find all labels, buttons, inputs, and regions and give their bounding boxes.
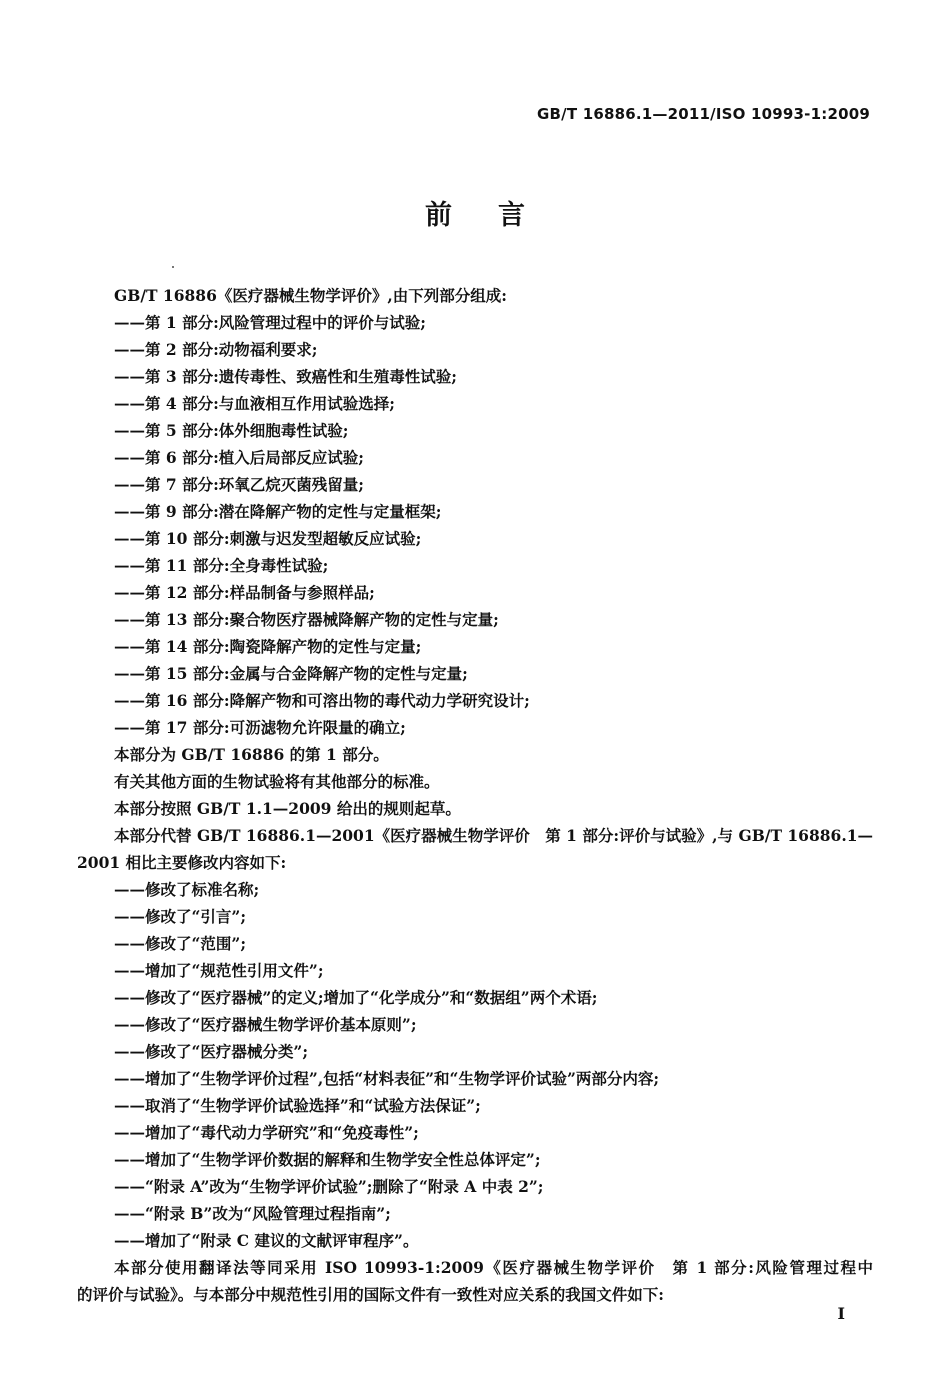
list-item: ——取消了“生物学评价试验选择”和“试验方法保证”;	[114, 1096, 481, 1115]
list-item: ——增加了“毒代动力学研究”和“免疫毒性”;	[114, 1123, 419, 1142]
list-item: ——第 4 部分:与血液相互作用试验选择;	[114, 394, 396, 413]
list-item: ——增加了“生物学评价过程”,包括“材料表征”和“生物学评价试验”两部分内容;	[114, 1069, 660, 1088]
list-item: ——第 2 部分:动物福利要求;	[114, 340, 318, 359]
list-item: ——修改了“医疗器械生物学评价基本原则”;	[114, 1015, 417, 1034]
list-item: ——第 14 部分:陶瓷降解产物的定性与定量;	[114, 637, 422, 656]
list-item: ——第 10 部分:刺激与迟发型超敏反应试验;	[114, 529, 422, 548]
list-item: ——修改了“引言”;	[114, 907, 247, 926]
list-item: ——“附录 B”改为“风险管理过程指南”;	[114, 1204, 391, 1223]
list-item: ——修改了“范围”;	[114, 934, 247, 953]
statement-paragraph: 本部分按照 GB/T 1.1—2009 给出的规则起草。	[114, 799, 461, 818]
list-item: ——第 11 部分:全身毒性试验;	[114, 556, 329, 575]
list-item: ——第 5 部分:体外细胞毒性试验;	[114, 421, 349, 440]
changes-list	[77, 876, 873, 1254]
list-item: ——第 1 部分:风险管理过程中的评价与试验;	[114, 313, 427, 332]
replacement-paragraph	[77, 822, 873, 876]
list-item: ——增加了“生物学评价数据的解释和生物学安全性总体评定”;	[114, 1150, 541, 1169]
scan-speck	[172, 266, 174, 268]
statement-paragraph: 本部分为 GB/T 16886 的第 1 部分。	[114, 745, 389, 764]
paragraph-line: 本部分代替 GB/T 16886.1—2001《医疗器械生物学评价 第 1 部分:评价与试验》,与 GB/T 16886.1—	[114, 826, 873, 845]
paragraph-line: 本部分使用翻译法等同采用 ISO 10993-1:2009《医疗器械生物学评价 第 1 部分:风险管理过程中	[114, 1258, 873, 1277]
list-item: ——增加了“附录 C 建议的文献评审程序”。	[114, 1231, 419, 1250]
page-title: 前言	[425, 200, 571, 231]
list-item: ——“附录 A”改为“生物学评价试验”;删除了“附录 A 中表 2”;	[114, 1177, 544, 1196]
page-number: I	[837, 1304, 845, 1323]
list-item: ——修改了“医疗器械分类”;	[114, 1042, 309, 1061]
list-item: ——修改了“医疗器械”的定义;增加了“化学成分”和“数据组”两个术语;	[114, 988, 598, 1007]
paragraph-line: 2001 相比主要修改内容如下:	[77, 853, 287, 872]
list-item: ——第 12 部分:样品制备与参照样品;	[114, 583, 375, 602]
list-item: ——第 3 部分:遗传毒性、致癌性和生殖毒性试验;	[114, 367, 458, 386]
list-item: ——第 15 部分:金属与合金降解产物的定性与定量;	[114, 664, 468, 683]
intro-paragraph: GB/T 16886《医疗器械生物学评价》,由下列部分组成:	[114, 286, 507, 305]
list-item: ——第 13 部分:聚合物医疗器械降解产物的定性与定量;	[114, 610, 499, 629]
statement-paragraph: 有关其他方面的生物试验将有其他部分的标准。	[114, 772, 440, 791]
list-item: ——第 7 部分:环氧乙烷灭菌残留量;	[114, 475, 365, 494]
parts-list	[77, 309, 873, 741]
list-item: ——第 16 部分:降解产物和可溶出物的毒代动力学研究设计;	[114, 691, 530, 710]
adoption-paragraph	[77, 1254, 873, 1308]
paragraph-line: 的评价与试验》。与本部分中规范性引用的国际文件有一致性对应关系的我国文件如下:	[77, 1285, 664, 1304]
standard-number-header: GB/T 16886.1—2011/ISO 10993-1:2009	[537, 105, 870, 123]
list-item: ——第 9 部分:潜在降解产物的定性与定量框架;	[114, 502, 442, 521]
list-item: ——修改了标准名称;	[114, 880, 260, 899]
document-body	[77, 282, 873, 1308]
list-item: ——第 17 部分:可沥滤物允许限量的确立;	[114, 718, 406, 737]
list-item: ——增加了“规范性引用文件”;	[114, 961, 324, 980]
list-item: ——第 6 部分:植入后局部反应试验;	[114, 448, 365, 467]
